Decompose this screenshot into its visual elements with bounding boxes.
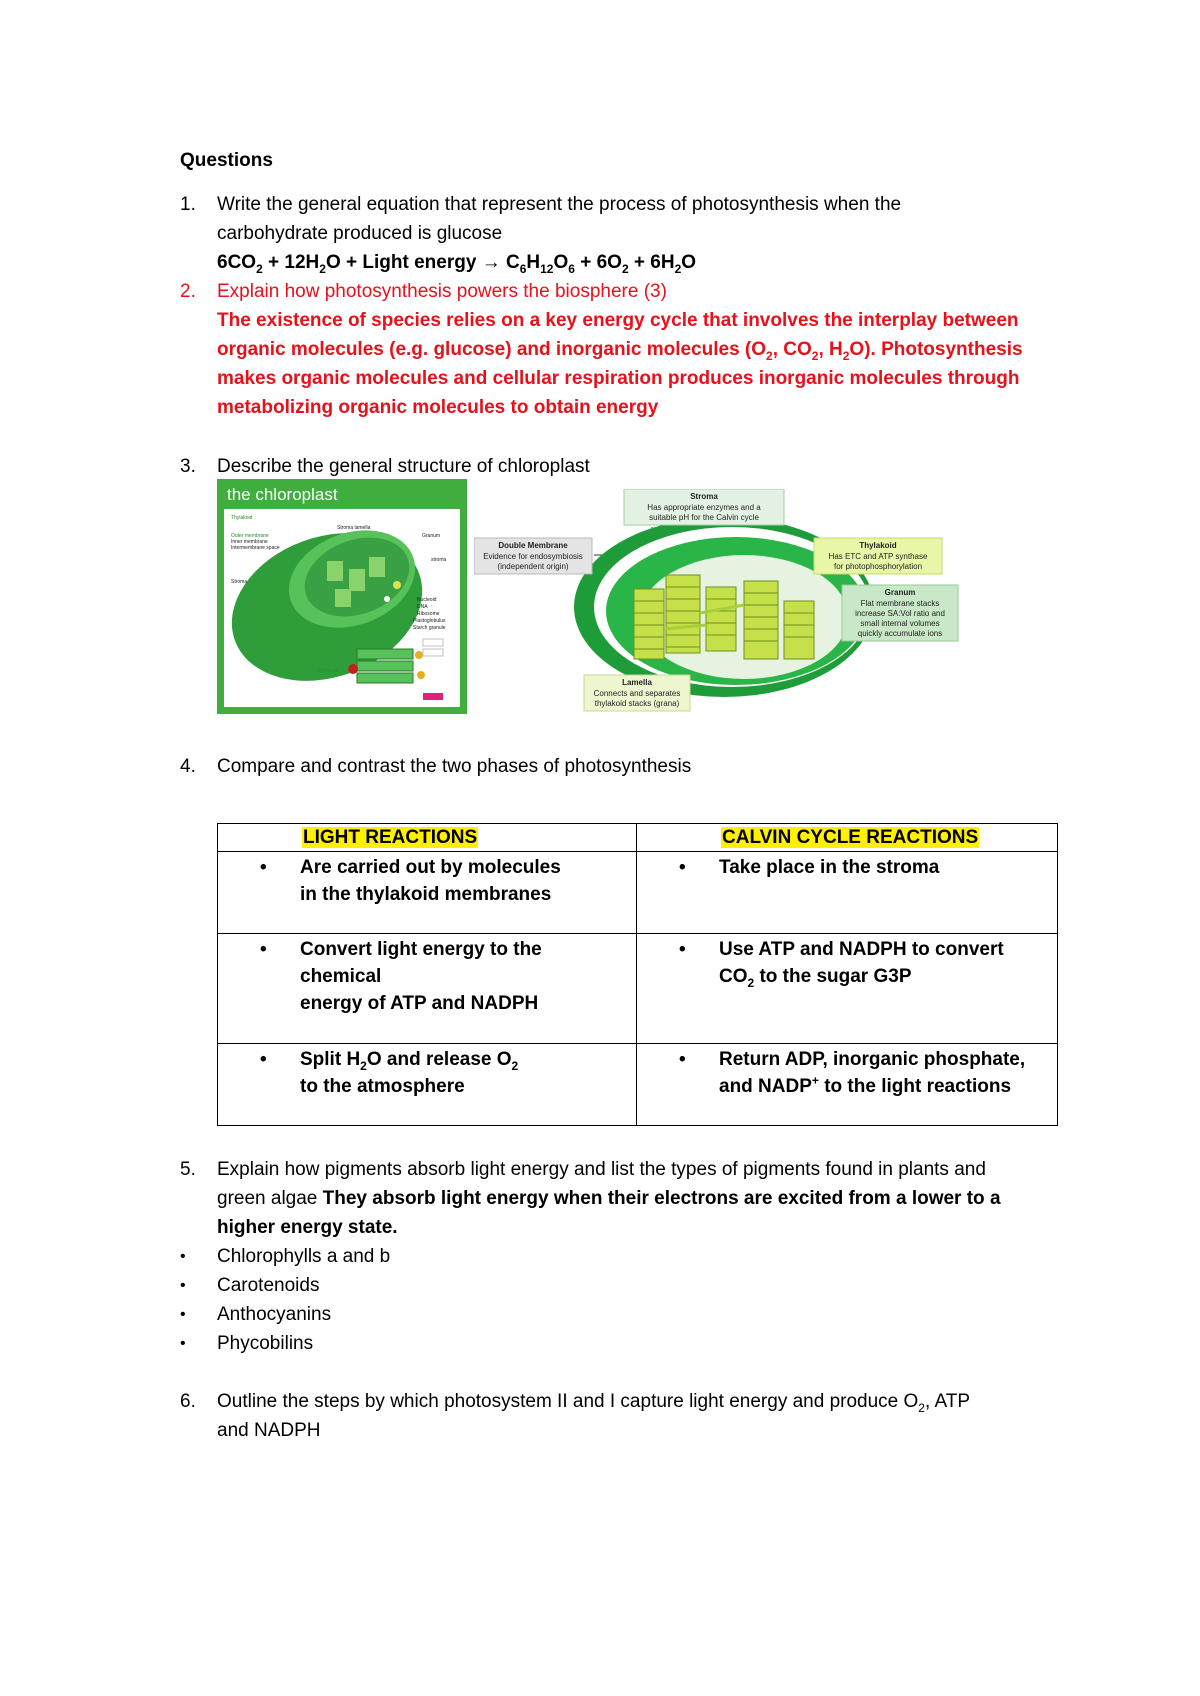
table-header-light: LIGHT REACTIONS [218, 824, 637, 852]
svg-text:Plastoglobulus: Plastoglobulus [413, 618, 446, 624]
svg-text:Double Membrane: Double Membrane [498, 541, 568, 550]
q5-question [217, 1155, 1067, 1242]
svg-text:Inner membrane: Inner membrane [231, 539, 268, 545]
q2-text: Explain how photosynthesis powers the biosphere (3) [217, 281, 667, 302]
thylakoid-stack-inset [348, 649, 425, 683]
svg-text:Connects and separates: Connects and separates [593, 689, 681, 698]
svg-text:Thylakoid: Thylakoid [317, 668, 339, 674]
q5-answer-line2: They absorb light energy when their electrons are excited from a lower to a [322, 1188, 1001, 1209]
bullet-icon: • [180, 1248, 186, 1265]
table-header-row [218, 824, 1058, 852]
chloroplast-diagram-left [217, 479, 467, 714]
q2-number: 2. [180, 281, 196, 302]
svg-text:Stroma: Stroma [690, 492, 718, 501]
svg-text:Starch granule: Starch granule [413, 625, 446, 631]
q1-text-line2: carbohydrate produced is glucose [217, 223, 503, 244]
svg-text:Nucleoid: Nucleoid [417, 597, 437, 603]
list-item: Chlorophylls a and b [217, 1246, 391, 1267]
q4-text: Compare and contrast the two phases of photosynthesis [217, 756, 692, 777]
chloroplast-diagram-right [474, 489, 964, 715]
svg-text:Granum: Granum [422, 533, 441, 539]
bullet-icon: • [180, 1277, 186, 1294]
svg-text:Lamella: Lamella [622, 678, 652, 687]
q1-text-line1: Write the general equation that represent the process of photosynthesis when the [217, 194, 902, 215]
q5-text-line2: green algae [217, 1188, 323, 1209]
table-cell: • Convert light energy to the chemical energy of ATP and NADPH [218, 934, 637, 1044]
q3-number: 3. [180, 456, 196, 477]
q5-text-line1: Explain how pigments absorb light energy and list the types of pigments found in plants and [217, 1159, 986, 1180]
q1-number: 1. [180, 194, 196, 215]
svg-text:Evidence for endosymbiosis: Evidence for endosymbiosis [483, 552, 583, 561]
list-item: Carotenoids [217, 1275, 320, 1296]
q1-question [217, 190, 1067, 277]
questions-heading: Questions [180, 150, 273, 171]
q2-answer: The existence of species relies on a key energy cycle that involves the interplay between organic molecules (e.g. glucose) and inorganic molecules ($O_2$, $CO_2$, $H_2O$). Photosynthesis makes organic molecules and cellular respiration produces inorganic molecules through metabolizing organic molecules to obtain energy [217, 310, 1023, 418]
svg-text:Thylakoid: Thylakoid [231, 515, 253, 521]
comparison-table [217, 823, 1058, 1126]
figure-title: the chloroplast [227, 485, 338, 504]
table-row [218, 852, 1058, 934]
chloroplast-illustration [217, 479, 467, 714]
table-row [218, 934, 1058, 1044]
table-cell: • Use ATP and NADPH to convert $CO_2$ to the sugar G3P [637, 934, 1058, 1044]
svg-text:suitable pH for the Calvin cyc: suitable pH for the Calvin cycle [649, 513, 759, 522]
q6-number: 6. [180, 1391, 196, 1412]
q6-question: Outline the steps by which photosystem II and I capture light energy and produce $O_2$, ATP and NADPH [217, 1391, 971, 1441]
list-item: Anthocyanins [217, 1304, 332, 1325]
chloroplast-annotated-illustration [474, 489, 964, 715]
svg-text:Has appropriate enzymes and a: Has appropriate enzymes and a [647, 503, 761, 512]
svg-text:stroma: stroma [431, 557, 447, 563]
q3-text: Describe the general structure of chloroplast [217, 456, 590, 477]
q5-answer-line3: higher energy state. [217, 1217, 398, 1238]
table-cell: • Return ADP, inorganic phosphate, and NADP+ to the light reactions [637, 1044, 1058, 1126]
svg-text:Stroma: Stroma [231, 579, 248, 585]
bullet-icon: • [180, 1335, 186, 1352]
table-cell: • Split $H_2O$ and release $O_2$ to the atmosphere [218, 1044, 637, 1126]
svg-text:small internal volumes: small internal volumes [860, 619, 940, 628]
svg-text:(independent origin): (independent origin) [497, 562, 569, 571]
q2-question [217, 277, 1067, 422]
svg-text:DNA: DNA [417, 604, 428, 610]
svg-text:Outer membrane: Outer membrane [231, 533, 269, 539]
svg-text:thylakoid stacks (grana): thylakoid stacks (grana) [594, 699, 680, 708]
svg-text:Ribosome: Ribosome [417, 611, 440, 617]
q1-equation: $6CO_2 + 12H_2O$ + Light energy → $C_6H_{12}O_6 + 6O_2 + 6H_2O$ [217, 252, 697, 276]
bullet-icon: • [180, 1306, 186, 1323]
table-header-calvin: CALVIN CYCLE REACTIONS [637, 824, 1058, 852]
svg-text:increase SA:Vol ratio and: increase SA:Vol ratio and [855, 609, 945, 618]
q5-number: 5. [180, 1159, 196, 1180]
svg-text:Granum: Granum [884, 588, 916, 597]
svg-text:Stroma lamella: Stroma lamella [337, 525, 371, 531]
svg-text:Intermembrane space: Intermembrane space [231, 545, 280, 551]
svg-text:Thylakoid: Thylakoid [859, 541, 897, 550]
table-cell: • Are carried out by molecules in the thylakoid membranes [218, 852, 637, 934]
svg-text:Flat membrane stacks: Flat membrane stacks [860, 599, 940, 608]
table-row [218, 1044, 1058, 1126]
table-cell: • Take place in the stroma [637, 852, 1058, 934]
svg-text:for photophosphorylation: for photophosphorylation [833, 562, 923, 571]
q4-number: 4. [180, 756, 196, 777]
svg-text:Has ETC and ATP synthase: Has ETC and ATP synthase [828, 552, 928, 561]
list-item: Phycobilins [217, 1333, 314, 1354]
svg-text:quickly accumulate ions: quickly accumulate ions [857, 629, 943, 638]
